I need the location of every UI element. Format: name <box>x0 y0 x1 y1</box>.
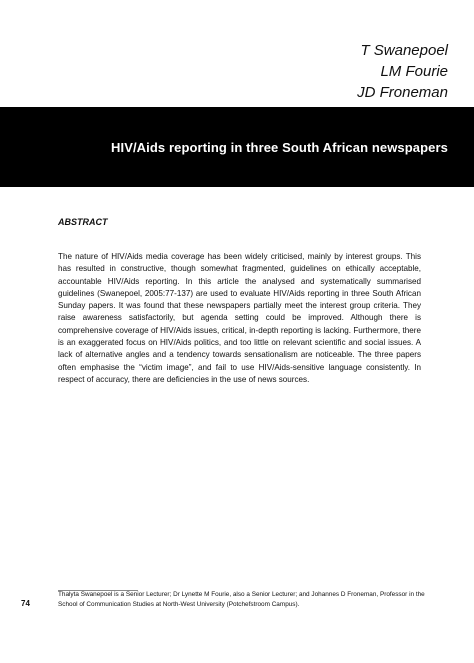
author-name: LM Fourie <box>380 63 448 80</box>
abstract-heading: ABSTRACT <box>58 217 108 227</box>
article-title: HIV/Aids reporting in three South African newspapers <box>111 140 448 155</box>
author-name: JD Froneman <box>357 84 448 101</box>
author-name: T Swanepoel <box>360 42 448 59</box>
abstract-text: The nature of HIV/Aids media coverage has been widely criticised, mainly by interest groups. This has resulted in constructive, though somewhat fragmented, guidelines on ethically acceptable, accountable HIV/Aids reporting. In this article the analysed and systematically summarised guidelines (Swanepoel, 2005:77-137) are used to evaluate HIV/Aids reporting in three South African Sunday papers. It was found that these newspapers partially meet the interest group criteria. They raise awareness satisfactorily, but agenda setting could be improved. Although there is comprehensive coverage of HIV/Aids issues, critical, in-depth reporting is lacking. Furthermore, there is an exaggerated focus on HIV/Aids politics, and too little on relevant scientific and social issues. A lack of alternative angles and a tendency towards sensationalism are noticeable. The three papers often emphasise the “victim image”, and fail to use HIV/Aids-sensitive language consistently. In respect of accuracy, there are deficiencies in the use of news sources. <box>58 252 421 384</box>
title-banner <box>0 107 474 187</box>
author-list <box>357 40 448 103</box>
author-affiliation-footnote: Thalyta Swanepoel is a Senior Lecturer; Dr Lynette M Fourie, also a Senior Lecturer; and Johannes D Froneman, Professor in the School of Communication Studies at North-West University (Potchefstroom Campus). <box>58 591 425 608</box>
page-number: 74 <box>21 599 30 608</box>
